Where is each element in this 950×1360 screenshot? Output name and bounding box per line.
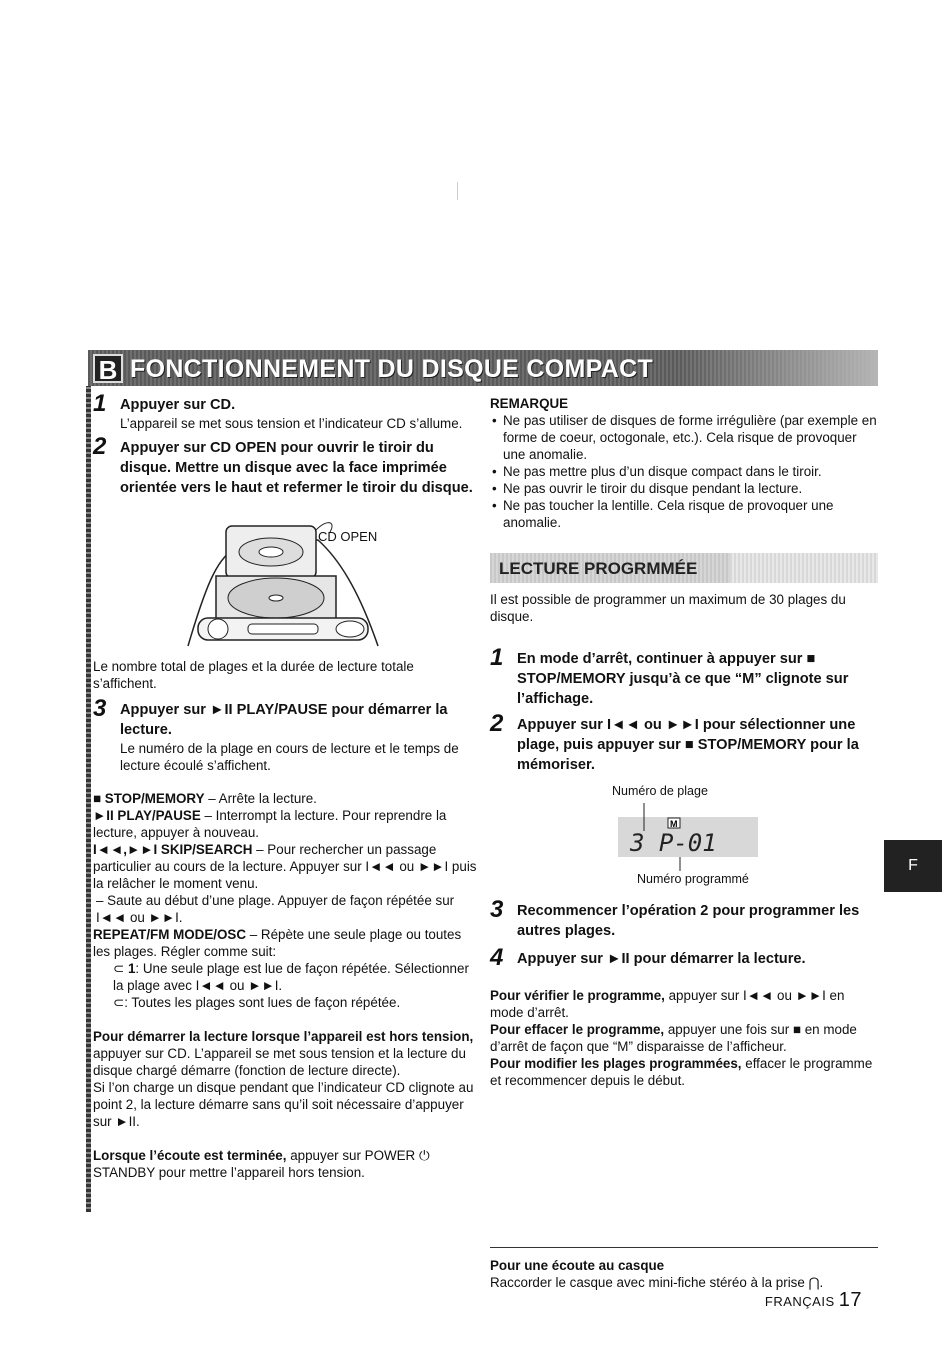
- step-heading: Appuyer sur CD OPEN pour ouvrir le tiroir du disque. Mettre un disque avec la face imprimée orientée vers le haut et refermer le tiroir du disque.: [120, 440, 473, 496]
- step-number: 1: [93, 390, 107, 417]
- lcd-display-drawing: [610, 801, 770, 871]
- step-number: 1: [490, 644, 504, 671]
- control-item: – Saute au début d’une plage. Appuyer de façon répétée sur I◄◄ ou ►►I.: [96, 893, 455, 925]
- control-item: ►II PLAY/PAUSE – Interrompt la lecture. Pour reprendre la lecture, appuyer à nouveau.: [93, 808, 447, 840]
- remark-list: [490, 412, 880, 531]
- step-body: L’appareil se met sous tension et l’indicateur CD s’allume.: [120, 416, 463, 431]
- control-item: REPEAT/FM MODE/OSC – Répète une seule plage ou toutes les plages. Régler comme suit:: [93, 927, 462, 959]
- language-side-tab: F: [884, 840, 942, 892]
- scan-mark: [457, 182, 458, 200]
- step-body: Le numéro de la plage en cours de lecture et le temps de lecture écoulé s’affichent.: [120, 741, 459, 773]
- step-heading: En mode d’arrêt, continuer à appuyer sur ■ STOP/MEMORY jusqu’à ce que “M” clignote sur l’affichage.: [517, 651, 849, 707]
- remark-item: • Ne pas utiliser de disques de forme irrégulière (par exemple en forme de coeur, octogonale, etc.). Cela risque de provoquer une anomalie.: [490, 412, 880, 463]
- finish-paragraph: Lorsque l’écoute est terminée, appuyer sur POWER ⏻ STANDBY pour mettre l’appareil hors tension.: [93, 1148, 430, 1180]
- left-column: [93, 390, 478, 1181]
- control-item: ■ STOP/MEMORY – Arrête la lecture.: [93, 791, 317, 806]
- controls-list: [93, 790, 478, 1011]
- repeat-all-icon: ⊂: [113, 995, 125, 1010]
- remark-title: REMARQUE: [490, 396, 569, 411]
- step-number: 2: [490, 710, 504, 737]
- lcd-readout: 3 P-01: [630, 829, 717, 857]
- remark-item: • Ne pas ouvrir le tiroir du disque pendant la lecture.: [490, 480, 880, 497]
- step-number: 3: [490, 896, 504, 923]
- program-step-2: [490, 710, 880, 775]
- track-number-label: Numéro de plage: [612, 784, 708, 798]
- cd-player-drawing: [178, 518, 438, 648]
- repeat-one-item: ⊂ 1: Une seule plage est lue de façon répétée. Sélectionner la plage avec I◄◄ ou ►►I.: [113, 961, 469, 993]
- headphone-title: Pour une écoute au casque: [490, 1258, 665, 1273]
- page-number: 17: [838, 1289, 862, 1311]
- erase-program-paragraph: Pour effacer le programme, appuyer une fois sur ■ en mode d’arrêt de façon que “M” disparaisse de l’afficheur.: [490, 1022, 857, 1054]
- cd-open-label: CD OPEN: [318, 529, 378, 544]
- section-letter: B: [93, 354, 123, 383]
- footer-divider: [490, 1247, 878, 1248]
- subsection-header-bar: [490, 553, 878, 583]
- headphone-text: Raccorder le casque avec mini-fiche stéréo à la prise ⋂.: [490, 1275, 824, 1290]
- programmed-number-label: Numéro programmé: [637, 872, 749, 886]
- program-intro: Il est possible de programmer un maximum de 30 plages du disque.: [490, 592, 846, 624]
- step-number: 2: [93, 433, 107, 460]
- step-heading: Appuyer sur CD.: [120, 397, 236, 413]
- cd-player-illustration: [178, 518, 438, 648]
- display-figure: [610, 783, 810, 891]
- language-label: FRANÇAIS: [764, 1294, 835, 1309]
- step-number: 3: [93, 695, 107, 722]
- step-heading: Appuyer sur ►II pour démarrer la lecture.: [517, 951, 806, 967]
- step-heading: Appuyer sur I◄◄ ou ►►I pour sélectionner une plage, puis appuyer sur ■ STOP/MEMORY pour la mémoriser.: [517, 717, 859, 773]
- step-1: [93, 390, 478, 432]
- modify-program-paragraph: Pour modifier les plages programmées, effacer le programme et recommencer depuis le début.: [490, 1056, 873, 1088]
- step-3: [93, 695, 478, 774]
- control-item: I◄◄,►►I SKIP/SEARCH – Pour rechercher un passage particulier au cours de la lecture. Appuyer sur I◄◄ ou ►►I puis la relâcher le moment venu.: [93, 842, 477, 891]
- program-step-4: [490, 944, 880, 971]
- program-step-1: [490, 644, 880, 709]
- direct-play-note: Si l’on charge un disque pendant que l’indicateur CD clignote au point 2, la lecture démarre sans qu’il soit nécessaire d’appuyer sur ►II.: [93, 1080, 474, 1129]
- step-number: 4: [490, 944, 504, 971]
- section-title: FONCTIONNEMENT DU DISQUE COMPACT: [130, 355, 654, 383]
- remark-item: • Ne pas mettre plus d’un disque compact dans le tiroir.: [490, 463, 880, 480]
- right-column: [490, 395, 880, 1089]
- step-2: [93, 433, 478, 498]
- program-step-3: [490, 896, 880, 941]
- figure-caption: Le nombre total de plages et la durée de lecture totale s’affichent.: [93, 659, 414, 691]
- repeat-one-icon: ⊂: [113, 961, 128, 976]
- subsection-title: LECTURE PROGRMMÉE: [499, 559, 698, 578]
- repeat-all-item: ⊂: Toutes les plages sont lues de façon répétée.: [113, 995, 401, 1010]
- lcd-m-indicator: M: [670, 819, 678, 829]
- step-heading: Recommencer l’opération 2 pour programmer les autres plages.: [517, 903, 860, 939]
- left-margin-stripe: [86, 386, 91, 1212]
- page-footer-label: [764, 1289, 862, 1311]
- step-heading: Appuyer sur ►II PLAY/PAUSE pour démarrer la lecture.: [120, 702, 448, 738]
- verify-program-paragraph: Pour vérifier le programme, appuyer sur I◄◄ ou ►►I en mode d’arrêt.: [490, 988, 845, 1020]
- remark-item: • Ne pas toucher la lentille. Cela risque de provoquer une anomalie.: [490, 497, 880, 531]
- direct-play-paragraph: Pour démarrer la lecture lorsque l’appareil est hors tension, appuyer sur CD. L’appareil se met sous tension et la lecture du disque chargé démarre (fonction de lecture directe).: [93, 1029, 474, 1078]
